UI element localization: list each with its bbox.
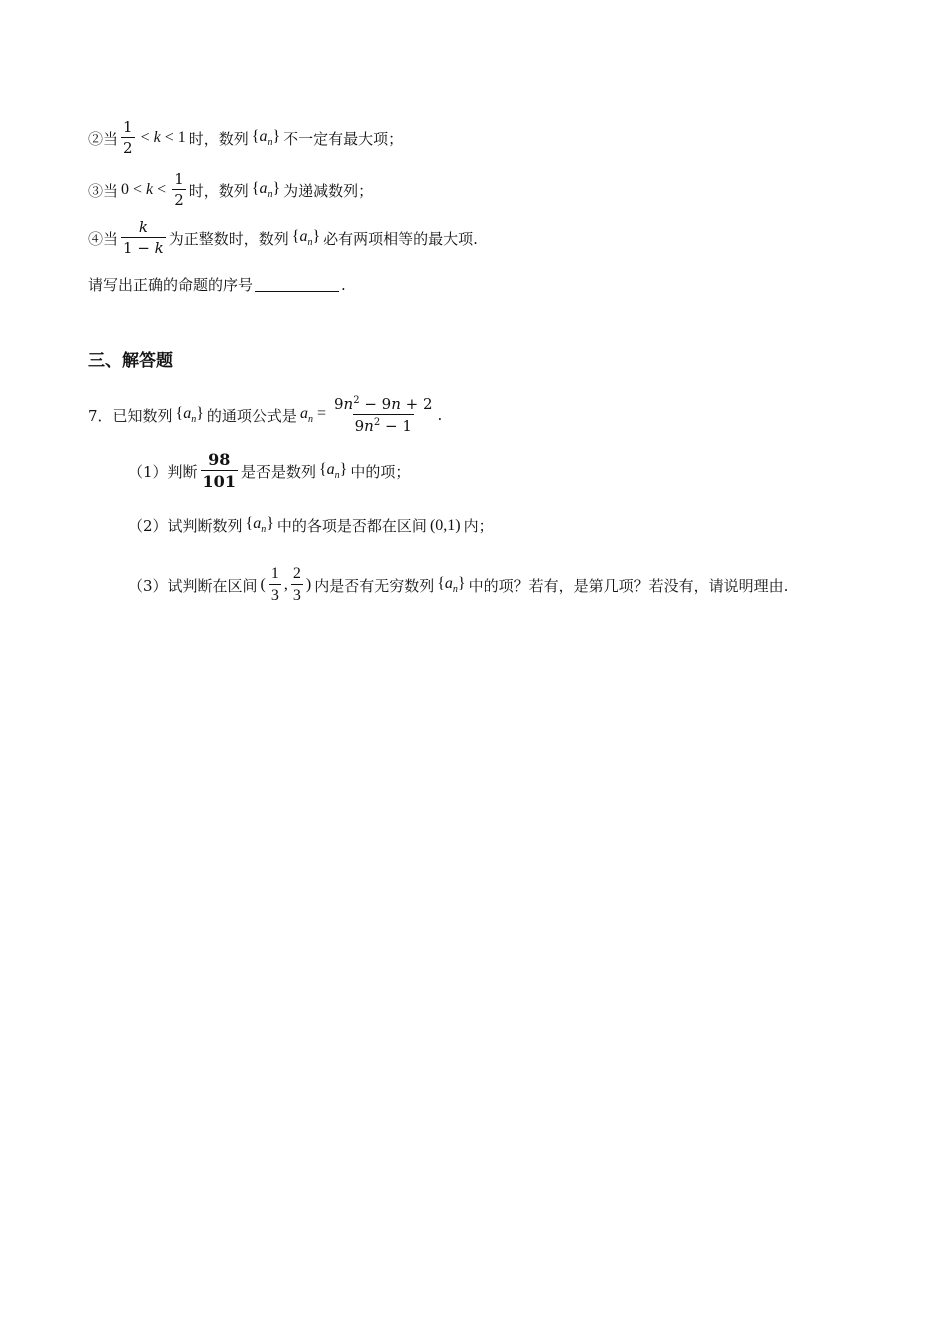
- part-1-tail: 中的项；: [350, 462, 411, 481]
- part-3-text: 内是否有无穷数列: [314, 576, 435, 595]
- sequence-an: $\{a_n\}$: [318, 460, 348, 482]
- answer-prompt-text: 请写出正确的命题的序号: [88, 276, 254, 294]
- part-1-text: 是否是数列: [240, 462, 316, 481]
- part-2-tail: 内；: [463, 517, 494, 535]
- statement-2-tail: 不一定有最大项；: [283, 129, 404, 148]
- fraction-98-over-101: [201, 452, 238, 490]
- statement-4-tail: 必有两项相等的最大项.: [323, 229, 478, 248]
- part-3-number: （3）试判断在区间: [128, 576, 258, 595]
- statement-2-text: 时，数列: [188, 129, 249, 148]
- statement-3: [88, 172, 373, 208]
- question-7-part-2: [128, 515, 494, 536]
- part-2-number: （2）试判断数列: [128, 517, 243, 535]
- answer-blank[interactable]: [255, 277, 339, 292]
- sequence-an: $\{a_n\}$: [291, 227, 321, 249]
- fraction-half: $\frac{1}{2}$: [123, 118, 133, 157]
- answer-prompt: [88, 274, 346, 295]
- sequence-an: $\{a_n\}$: [437, 574, 466, 596]
- sequence-an: $\{a_n\}$: [245, 515, 274, 536]
- part-1-number: （1）判断: [128, 462, 198, 481]
- formula-fraction: $\frac{9n^2 - 9n + 2}{9n^2 - 1}$: [333, 395, 433, 435]
- sequence-an: $\{a_n\}$: [251, 179, 281, 201]
- answer-prompt-end: .: [341, 275, 346, 294]
- question-7-part-1: [128, 452, 410, 490]
- interval-third-two-thirds: ( $\frac{1}{3}$ , $\frac{2}{3}$ ): [260, 565, 312, 604]
- question-7-end: .: [437, 406, 443, 424]
- question-7: [88, 396, 442, 434]
- statement-3-number: ③当: [88, 181, 119, 200]
- inequality: < k < 1: [140, 129, 186, 146]
- statement-4: [88, 220, 478, 256]
- question-7-text: 的通项公式是: [206, 406, 297, 425]
- inequality: 0 < k <: [121, 181, 167, 198]
- part-2-text: 中的各项是否都在区间: [276, 517, 427, 535]
- statement-4-text: 为正整数时，数列: [168, 229, 289, 248]
- fraction-half: $\frac{1}{2}$: [174, 170, 184, 209]
- question-7-number: 7．已知数列: [88, 406, 173, 425]
- statement-2-number: ②当: [88, 129, 119, 148]
- part-3-tail: 中的项？若有，是第几项？若没有，请说明理由.: [468, 576, 789, 595]
- statement-4-number: ④当: [88, 229, 119, 248]
- section-heading: 三、解答题: [88, 351, 173, 371]
- sequence-an: $\{a_n\}$: [175, 404, 204, 426]
- formula-lhs: $a_n$ =: [299, 404, 326, 426]
- fraction-k-over-1-minus-k: $\frac{k}{1 - k}$: [123, 218, 164, 257]
- sequence-an: $\{a_n\}$: [251, 127, 281, 149]
- statement-3-tail: 为递减数列；: [283, 181, 374, 200]
- statement-3-text: 时，数列: [188, 181, 249, 200]
- fraction-numerator: 98: [208, 450, 231, 469]
- question-7-part-3: [128, 566, 788, 604]
- fraction-denominator: 101: [202, 472, 236, 491]
- interval-0-1: (0,1): [429, 516, 461, 534]
- statement-2: [88, 120, 403, 156]
